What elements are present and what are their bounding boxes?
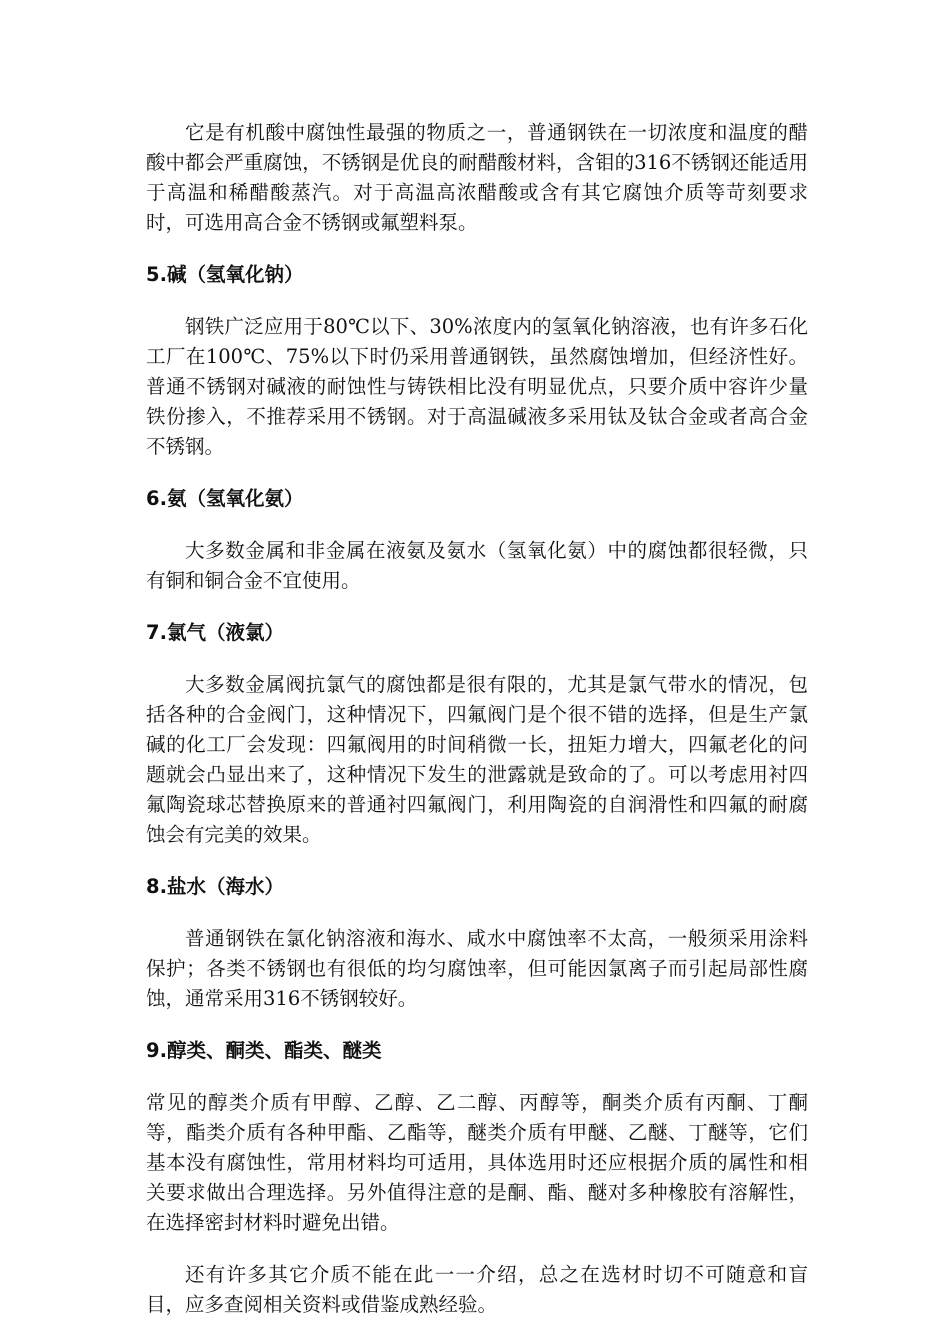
closing-paragraph: 还有许多其它介质不能在此一一介绍，总之在选材时切不可随意和盲目，应多查阅相关资料或借鉴成熟经验。 [146, 1263, 808, 1316]
section-6-body: 大多数金属和非金属在液氨及氨水（氢氧化氨）中的腐蚀都很轻微，只有铜和铜合金不宜使用。 [146, 539, 808, 592]
section-8-body: 普通钢铁在氯化钠溶液和海水、咸水中腐蚀率不太高，一般须采用涂料保护；各类不锈钢也有很低的均匀腐蚀率，但可能因氯离子而引起局部性腐蚀，通常采用316不锈钢较好。 [146, 927, 808, 1010]
section-7-heading: 7.氯气（液氯） [146, 621, 284, 644]
section-5-heading: 5.碱（氢氧化钠） [146, 263, 304, 286]
section-5-body: 钢铁广泛应用于80℃以下、30%浓度内的氢氧化钠溶液，也有许多石化工厂在100℃、75%以下时仍采用普通钢铁，虽然腐蚀增加，但经济性好。普通不锈钢对碱液的耐蚀性与铸铁相比没有明显优点，只要介质中容许少量铁份掺入，不推荐采用不锈钢。对于高温碱液多采用钛及钛合金或者高合金不锈钢。 [146, 315, 808, 458]
paragraph-acetic-acid: 它是有机酸中腐蚀性最强的物质之一，普通钢铁在一切浓度和温度的醋酸中都会严重腐蚀，不锈钢是优良的耐醋酸材料，含钼的316不锈钢还能适用于高温和稀醋酸蒸汽。对于高温高浓醋酸或含有其它腐蚀介质等苛刻要求时，可选用高合金不锈钢或氟塑料泵。 [146, 121, 808, 234]
section-9-body: 常见的醇类介质有甲醇、乙醇、乙二醇、丙醇等，酮类介质有丙酮、丁酮等，酯类介质有各种甲酯、乙酯等，醚类介质有甲醚、乙醚、丁醚等，它们基本没有腐蚀性，常用材料均可适用，具体选用时还应根据介质的属性和相关要求做出合理选择。另外值得注意的是酮、酯、醚对多种橡胶有溶解性，在选择密封材料时避免出错。 [146, 1091, 808, 1234]
section-8-heading: 8.盐水（海水） [146, 875, 284, 898]
section-6-heading: 6.氨（氢氧化氨） [146, 487, 304, 510]
document-page [146, 118, 808, 1342]
section-9-heading: 9.醇类、酮类、酯类、醚类 [146, 1039, 382, 1062]
section-7-body: 大多数金属阀抗氯气的腐蚀都是很有限的，尤其是氯气带水的情况，包括各种的合金阀门，这种情况下，四氟阀门是个很不错的选择，但是生产氯碱的化工厂会发现：四氟阀用的时间稍微一长，扭矩力增大，四氟老化的问题就会凸显出来了，这种情况下发生的泄露就是致命的了。可以考虑用衬四氟陶瓷球芯替换原来的普通衬四氟阀门，利用陶瓷的自润滑性和四氟的耐腐蚀会有完美的效果。 [146, 673, 808, 846]
